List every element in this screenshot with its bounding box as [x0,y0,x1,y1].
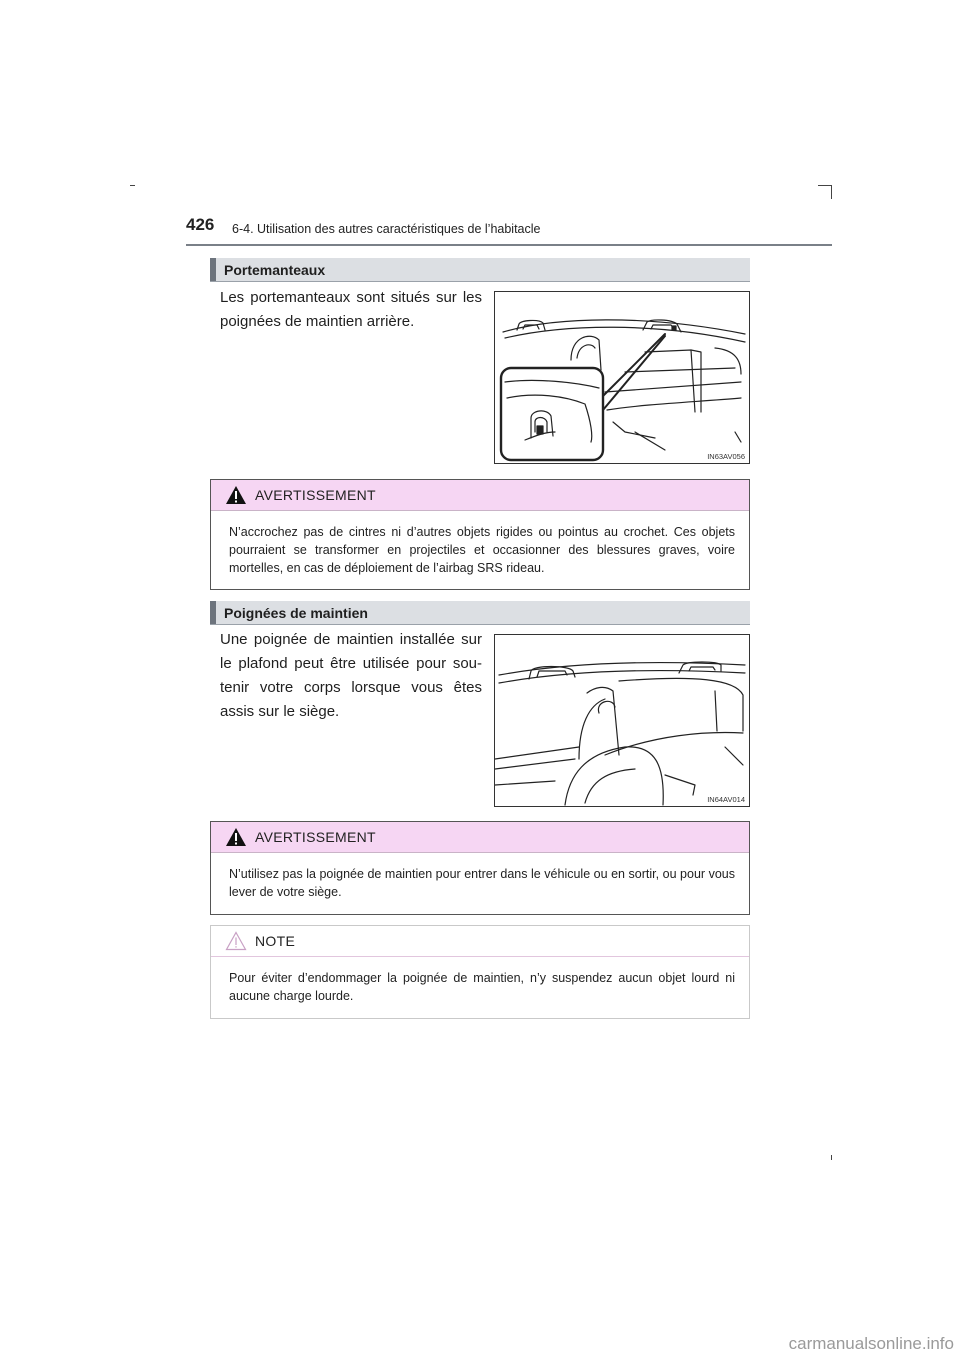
warning-triangle-icon [225,827,247,852]
warning-label: AVERTISSEMENT [255,487,376,503]
crop-mark-bottom-right [831,1155,832,1160]
warning-header [211,480,749,511]
grab-handle-illustration [495,635,750,807]
note-label: NOTE [255,933,296,949]
figure-code: IN63AV056 [707,452,745,461]
body-text-poignees: Une poignée de maintien installée sur le plafond peut être utilisée pour sou-tenir votre corps lorsque vous êtes assis sur le siège. [220,631,482,720]
note-box-grab-handles [210,925,750,1019]
warning-text: N’utilisez pas la poignée de maintien pour entrer dans le véhicule ou en sortir, ou pour vous lever de votre siège. [229,867,735,899]
section-accent [210,258,216,281]
section-heading-poignees [210,601,750,625]
figure-code: IN64AV014 [707,795,745,804]
warning-text: N’accrochez pas de cintres ni d’autres objets rigides ou pointus au crochet. Ces objets pourraient se transformer en projectiles et occasionner des blessures graves, voire mortelles, en cas de déploiement de l’airbag SRS rideau. [229,525,735,575]
figure-coat-hooks [494,291,750,464]
note-triangle-outline-icon [225,931,247,956]
figure-grab-handles [494,634,750,807]
coat-hook-illustration [495,292,750,464]
crop-mark-top-right-h [818,185,832,186]
warning-label: AVERTISSEMENT [255,829,376,845]
body-text-portemanteaux: Les portemanteaux sont situés sur les poignées de maintien arrière. [220,289,482,330]
chapter-title: 6-4. Utilisation des autres caractéristiques de l’habitacle [232,222,541,236]
warning-box-grab-handles [210,821,750,915]
header-rule [186,244,832,246]
page-number: 426 [186,215,215,234]
section-title: Portemanteaux [224,262,326,278]
warning-box-coat-hooks [210,479,750,590]
note-text: Pour éviter d’endommager la poignée de maintien, n’y suspendez aucun objet lourd ni aucune charge lourde. [229,971,735,1003]
note-header [211,926,749,957]
warning-triangle-icon [225,485,247,510]
crop-mark-top-right-v [831,185,832,199]
section-title: Poignées de maintien [224,605,368,621]
warning-header [211,822,749,853]
watermark: carmanualsonline.info [788,1334,954,1353]
section-heading-portemanteaux [210,258,750,282]
crop-mark-top-left [130,185,135,186]
section-accent [210,601,216,624]
